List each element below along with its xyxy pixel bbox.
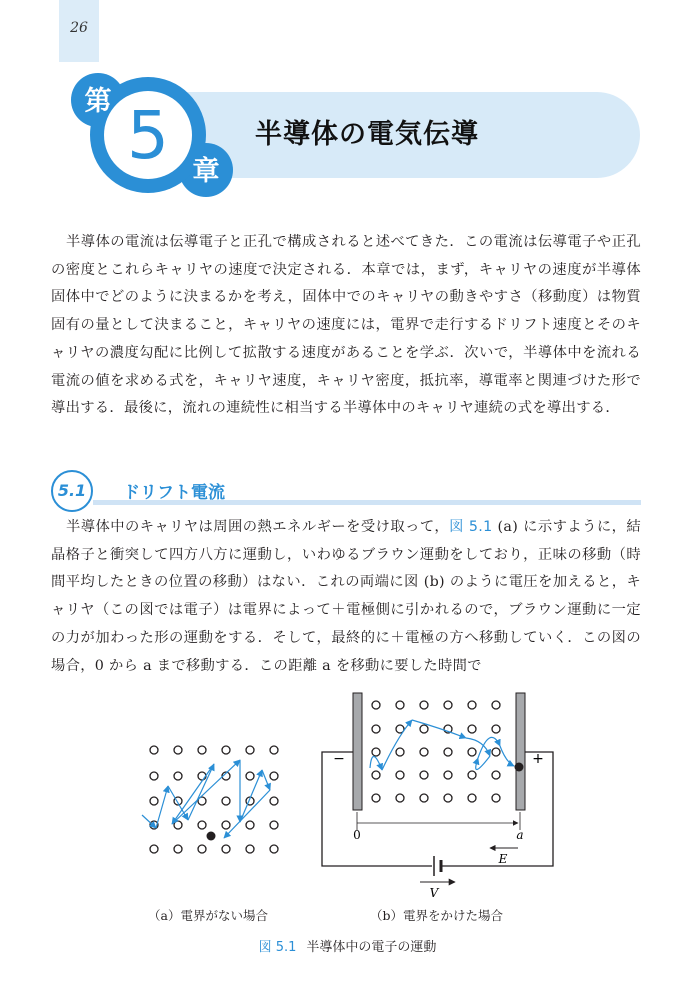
- minus-sign: −: [333, 751, 345, 767]
- paragraph-text-start: 半導体中のキャリヤは周囲の熱エネルギーを受け取って，: [66, 519, 450, 535]
- distance-markers: [357, 812, 520, 830]
- figure-caption-number: 図 5.1: [258, 940, 297, 955]
- electron-a: [207, 832, 216, 841]
- paragraph-text-rest: (a) に示すように，結晶格子と衝突して四方八方に運動し，いわゆるブラウン運動をしており，正味の移動（時間平均したときの位置の移動）はない．これの両端に図 (b) のように電圧を加えると，キャリヤ（この図では電子）は電界によって＋電極側に引かれるので，ブラウン運動に一定の力が加わった形の運動をする．そして，最終的に＋電極の方へ移動していく．この図の場合，0 から a まで移動する．この距離 a を移動に要した時間で: [51, 519, 641, 674]
- battery: [434, 856, 441, 876]
- electron-b: [515, 763, 524, 772]
- voltage-label: V: [429, 886, 439, 900]
- field-label: E: [498, 852, 508, 866]
- distance-label: a: [516, 828, 524, 842]
- chapter-number: 5: [127, 97, 169, 174]
- plus-sign: +: [532, 751, 544, 767]
- origin-label: 0: [353, 828, 361, 842]
- chapter-badge: [46, 72, 236, 202]
- chapter-title: 半導体の電気伝導: [255, 119, 479, 150]
- chapter-label-top: 第: [84, 86, 112, 117]
- figure-caption-text: 半導体中の電子の運動: [306, 940, 437, 955]
- figure-caption: [0, 936, 695, 955]
- section-number: 5.1: [51, 470, 93, 512]
- subcaption-b: （b）電界をかけた場合: [370, 908, 504, 923]
- positive-electrode: [516, 693, 525, 810]
- subcaption-a: （a）電界がない場合: [148, 908, 268, 923]
- intro-paragraph: 半導体の電流は伝導電子と正孔で構成されると述べてきた．この電流は伝導電子や正孔の密度とこれらキャリヤの速度で決定される．本章では，まず，キャリヤの速度が半導体固体中でどのように決まるかを考え，固体中でのキャリヤの動きやすさ（移動度）は物質固有の量として決まること，キャリヤの速度には，電界で走行するドリフト速度とそのキャリヤの濃度勾配に比例して拡散する速度があることを学ぶ．次いで，半導体中を流れる電流の値を求める式を，キャリヤ速度，キャリヤ密度，抵抗率，導電率と関連づけた形で導出する．最後に，流れの連続性に相当する半導体中のキャリヤ連続の式を導出する．: [51, 234, 641, 417]
- negative-electrode: [353, 693, 362, 810]
- chapter-label-bottom: 章: [192, 156, 220, 187]
- page-number: 26: [70, 20, 88, 36]
- section-paragraph: [51, 514, 641, 680]
- figure-reference-link[interactable]: 図 5.1: [449, 519, 493, 535]
- section-title: ドリフト電流: [123, 483, 225, 503]
